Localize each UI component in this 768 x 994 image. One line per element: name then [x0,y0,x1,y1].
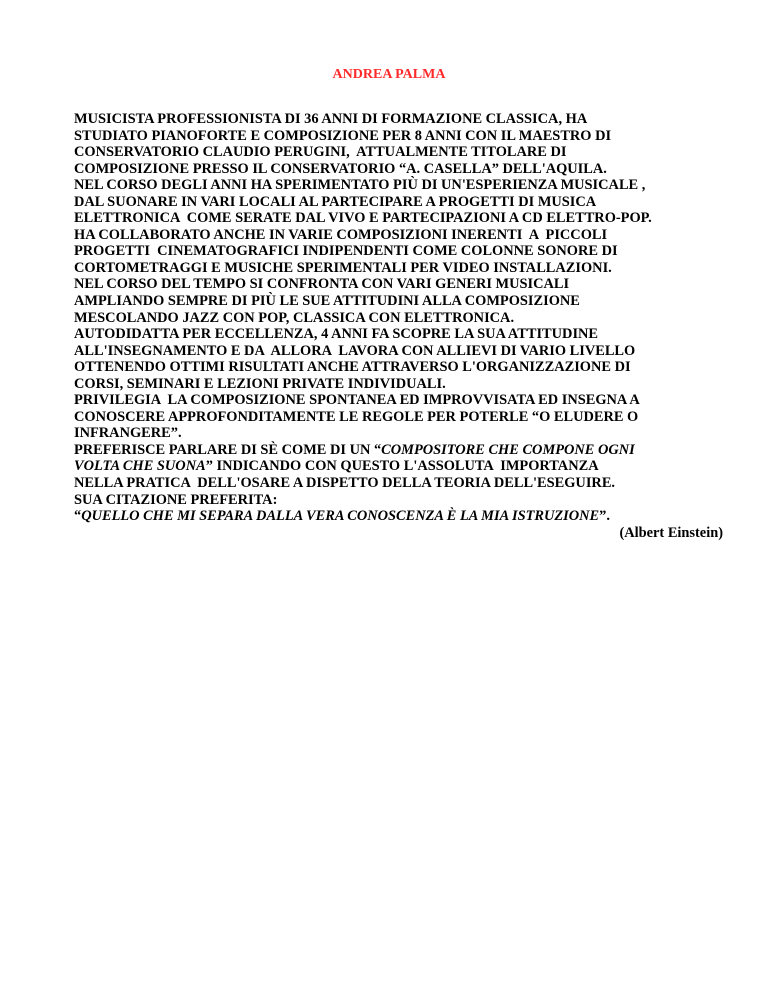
body-line: ELETTRONICA COME SERATE DAL VIVO E PARTECIPAZIONI A CD ELETTRO-POP. [74,210,652,227]
quote-attribution: (Albert Einstein) [619,524,723,541]
quote-intro: SUA CITAZIONE PREFERITA: [74,491,278,508]
body-line: CONSERVATORIO CLAUDIO PERUGINI, ATTUALMENTE TITOLARE DI [74,144,567,161]
preference-line-1 [74,442,714,459]
body-line: MESCOLANDO JAZZ CON POP, CLASSICA CON ELETTRONICA. [74,309,515,326]
preference-line-2 [74,458,714,475]
preference-text: PREFERISCE PARLARE DI SÈ COME DI UN “ [74,441,382,458]
body-line: AUTODIDATTA PER ECCELLENZA, 4 ANNI FA SCOPRE LA SUA ATTITUDINE [74,326,599,343]
body-line: NEL CORSO DEL TEMPO SI CONFRONTA CON VARI GENERI MUSICALI [74,276,570,293]
body-line: CORTOMETRAGGI E MUSICHE SPERIMENTALI PER VIDEO INSTALLAZIONI. [74,259,612,276]
quote-close-mark: ”. [599,508,610,525]
preference-text: ” INDICANDO CON QUESTO L'ASSOLUTA IMPORTANZA [205,458,599,475]
preference-italic-text: COMPOSITORE CHE COMPONE OGNI [381,441,635,458]
body-line: MUSICISTA PROFESSIONISTA DI 36 ANNI DI FORMAZIONE CLASSICA, HA [74,111,588,127]
document-title: ANDREA PALMA [332,67,446,82]
body-line: CORSI, SEMINARI E LEZIONI PRIVATE INDIVIDUALI. [74,375,446,392]
quote-text: QUELLO CHE MI SEPARA DALLA VERA CONOSCENZA È LA MIA ISTRUZIONE [81,508,600,525]
body-line: STUDIATO PIANOFORTE E COMPOSIZIONE PER 8 ANNI CON IL MAESTRO DI [74,127,612,144]
body-line: CONOSCERE APPROFONDITAMENTE LE REGOLE PER POTERLE “O ELUDERE O [74,408,639,425]
body-line: PROGETTI CINEMATOGRAFICI INDIPENDENTI COME COLONNE SONORE DI [74,243,618,260]
body-line: PRIVILEGIA LA COMPOSIZIONE SPONTANEA ED IMPROVVISATA ED INSEGNA A [74,392,640,409]
body-line: HA COLLABORATO ANCHE IN VARIE COMPOSIZIONI INERENTI A PICCOLI [74,226,608,243]
preference-italic-text: VOLTA CHE SUONA [74,458,206,475]
body-line: INFRANGERE”. [74,425,182,442]
preference-line-3: NELLA PRATICA DELL'OSARE A DISPETTO DELLA TEORIA DELL'ESEGUIRE. [74,475,616,492]
body-line: COMPOSIZIONE PRESSO IL CONSERVATORIO “A. CASELLA” DELL'AQUILA. [74,160,607,177]
quote-line [74,508,714,525]
body-line: OTTENENDO OTTIMI RISULTATI ANCHE ATTRAVERSO L'ORGANIZZAZIONE DI [74,359,631,376]
document-body [74,111,723,541]
body-line: AMPLIANDO SEMPRE DI PIÙ LE SUE ATTITUDINI ALLA COMPOSIZIONE [74,293,580,310]
quote-open-mark: “ [74,508,82,525]
body-line: ALL'INSEGNAMENTO E DA ALLORA LAVORA CON ALLIEVI DI VARIO LIVELLO [74,342,636,359]
body-line: NEL CORSO DEGLI ANNI HA SPERIMENTATO PIÙ DI UN'ESPERIENZA MUSICALE , [74,177,646,194]
body-line: DAL SUONARE IN VARI LOCALI AL PARTECIPARE A PROGETTI DI MUSICA [74,193,597,210]
